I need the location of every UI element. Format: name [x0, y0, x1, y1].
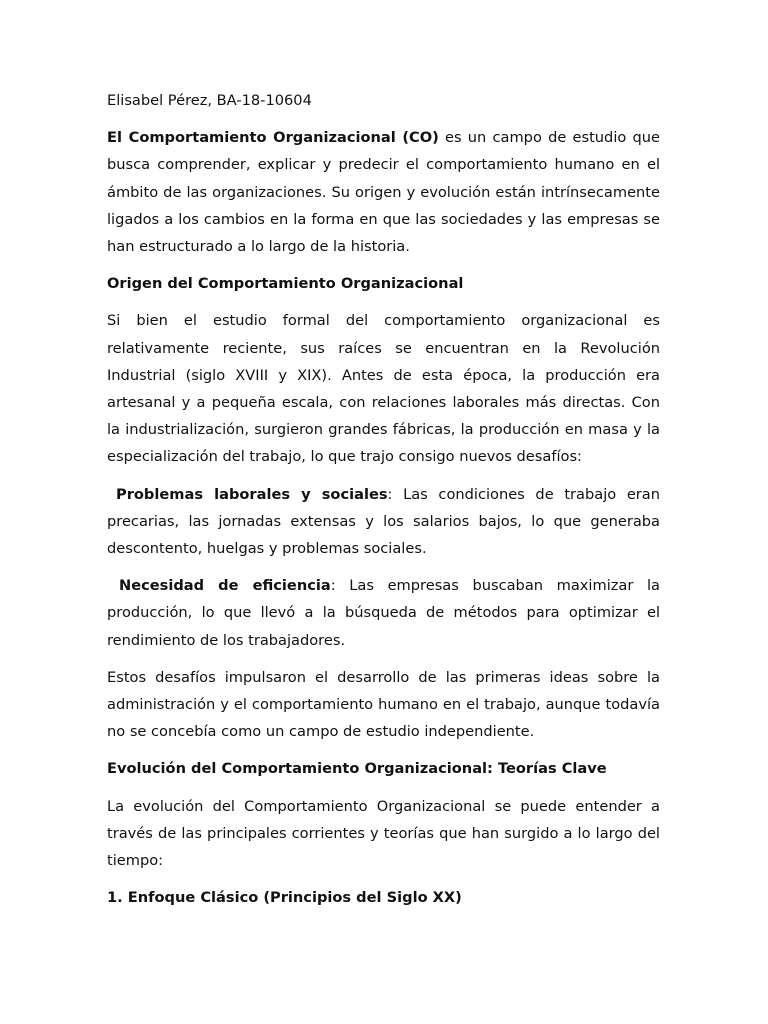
point-efficiency — [107, 572, 660, 654]
heading-origin: Origen del Comportamiento Organizacional — [107, 275, 464, 293]
challenges-paragraph: Estos desafíos impulsaron el desarrollo de las primeras ideas sobre la administración y el comportamiento humano en el trabajo, aunque todavía no se concebía como un campo de estudio independiente. — [107, 668, 660, 741]
origin-paragraph: Si bien el estudio formal del comportamiento organizacional es relativamente reciente, sus raíces se encuentran en la Revolución Industrial (siglo XVIII y XIX). Antes de esta época, la producción era artesanal y a pequeña escala, con relaciones laborales más directas. Con la industrialización, surgieron grandes fábricas, la producción en masa y la especialización del trabajo, lo que trajo consigo nuevos desafíos: — [107, 312, 660, 466]
document-page — [107, 87, 660, 921]
point-efficiency-term: Necesidad de eficiencia — [119, 577, 331, 595]
point-labor-problems-text: : Las condiciones de trabajo eran precarias, las jornadas extensas y los salarios bajos, lo que generaba descontento, huelgas y problemas sociales. — [107, 485, 660, 558]
intro-text: es un campo de estudio que busca comprender, explicar y predecir el comportamiento humano en el ámbito de las organizaciones. Su origen y evolución están intrínsecamente ligados a los cambios en la forma en que las sociedades y las empresas se han estructurado a lo largo de la historia. — [107, 129, 660, 256]
intro-bold-term: El Comportamiento Organizacional (CO) — [107, 129, 439, 147]
evolution-paragraph: La evolución del Comportamiento Organizacional se puede entender a través de las principales corrientes y teorías que han surgido a lo largo del tiempo: — [107, 797, 660, 870]
heading-evolution: Evolución del Comportamiento Organizacional: Teorías Clave — [107, 760, 607, 778]
author-line: Elisabel Pérez, BA-18-10604 — [107, 92, 312, 109]
point-labor-problems-term: Problemas laborales y sociales — [116, 485, 388, 503]
heading-classic-approach: 1. Enfoque Clásico (Principios del Siglo XX) — [107, 889, 462, 907]
point-labor-problems — [107, 481, 660, 563]
point-efficiency-text: : Las empresas buscaban maximizar la producción, lo que llevó a la búsqueda de métodos para optimizar el rendimiento de los trabajadores. — [107, 577, 660, 649]
intro-paragraph — [107, 124, 660, 260]
